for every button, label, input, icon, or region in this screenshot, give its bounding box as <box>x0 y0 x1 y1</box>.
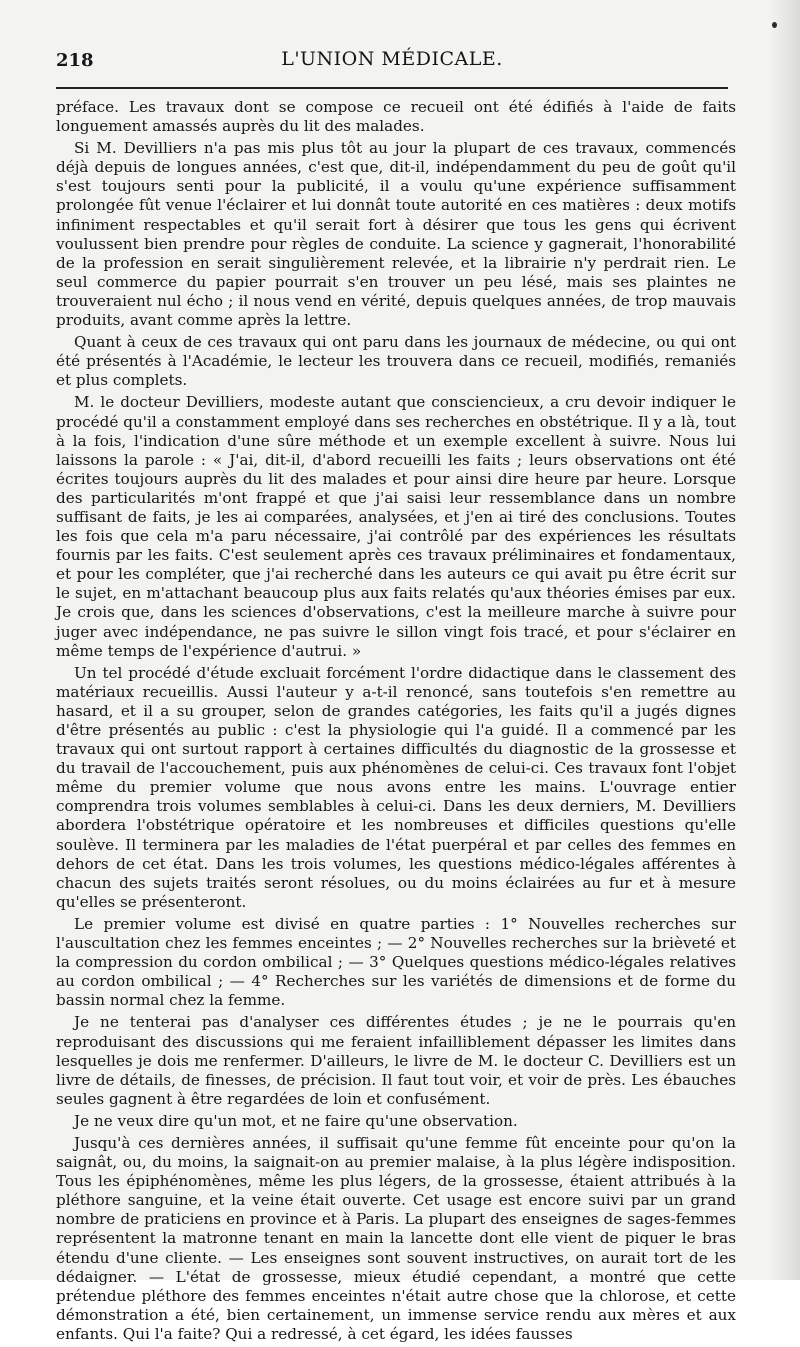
ink-speck <box>772 22 777 28</box>
paragraph: Si M. Devilliers n'a pas mis plus tôt au jour la plupart de ces travaux, commencés déjà depuis de longues années, c'est que, dit-il, indépendamment du peu de goût qu'il s'est toujours senti pour la publicité, il a voulu qu'une expérience suffisamment prolongée fût venue l'éclairer et lui donnât toute autorité en ces matières : deux motifs infiniment respectables et qu'il serait fort à désirer que tous les gens qui écrivent voulussent bien prendre pour règles de conduite. La science y gagnerait, l'honorabilité de la profession en serait singulièrement relevée, et la librairie n'y perdrait rien. Le seul commerce du papier pourrait s'en trouver un peu lésé, mais ses plaintes ne trouveraient nul écho ; il nous vend en vérité, depuis quelques années, de trop mauvais produits, avant comme après la lettre. <box>56 139 736 330</box>
page-number: 218 <box>56 50 94 71</box>
paragraph: Jusqu'à ces dernières années, il suffisait qu'une femme fût enceinte pour qu'on la saignât, ou, du moins, la saignait-on au premier malaise, à la plus légère indisposition. Tous les épiphénomènes, même les plus légers, de la grossesse, étaient attribués à la pléthore sanguine, et la veine était ouverte. Cet usage est encore suivi par un grand nombre de praticiens en province et à Paris. La plupart des enseignes de sages-femmes représentent la matronne tenant en main la lancette dont elle vient de piquer le bras étendu d'une cliente. — Les enseignes sont souvent instructives, on aurait tort de les dédaigner. — L'état de grossesse, mieux étudié cependant, a montré que cette prétendue pléthore des femmes enceintes n'était autre chose que la chlorose, et cette démonstration a été, bien certainement, un immense service rendu aux mères et aux enfants. Qui l'a faite? Qui a redressé, à cet égard, les idées fausses <box>56 1133 736 1343</box>
page-header <box>56 46 728 76</box>
running-title: L'UNION MÉDICALE. <box>281 48 503 70</box>
paragraph: M. le docteur Devilliers, modeste autant que consciencieux, a cru devoir indiquer le procédé qu'il a constamment employé dans ses recherches en obstétrique. Il y a là, tout à la fois, l'indication d'une sûre méthode et un exemple excellent à suivre. Nous lui laissons la parole : « J'ai, dit-il, d'abord recueilli les faits ; leurs observations ont été écrites toujours auprès du lit des malades et pour ainsi dire heure par heure. Lorsque des particularités m'ont frappé et que j'ai saisi leur ressemblance dans un nombre suffisant de faits, je les ai comparées, analysées, et j'en ai tiré des conclusions. Toutes les fois que cela m'a paru nécessaire, j'ai contrôlé par des expériences les résultats fournis par les faits. C'est seulement après ces travaux préliminaires et fondamentaux, et pour les compléter, que j'ai recherché dans les auteurs ce qui avait pu être écrit sur le sujet, en m'attachant beaucoup plus aux faits relatés qu'aux théories émises par eux. Je crois que, dans les sciences d'observations, c'est la meilleure marche à suivre pour juger avec indépendance, ne pas suivre le sillon vingt fois tracé, et pour s'éclairer en même temps de l'expérience d'autrui. » <box>56 393 736 660</box>
paragraph: préface. Les travaux dont se compose ce recueil ont été édifiés à l'aide de faits longuement amassés auprès du lit des malades. <box>56 98 736 136</box>
paragraph: Un tel procédé d'étude excluait forcément l'ordre didactique dans le classement des matériaux recueillis. Aussi l'auteur y a-t-il renoncé, sans toutefois s'en remettre au hasard, et il a su grouper, selon de grandes catégories, les faits qu'il a jugés dignes d'être présentés au public : c'est la physiologie qui l'a guidé. Il a commencé par les travaux qui ont surtout rapport à certaines difficultés du diagnostic de la grossesse et du travail de l'accouchement, puis aux phénomènes de celui-ci. Ces travaux font l'objet même du premier volume que nous avons entre les mains. L'ouvrage entier comprendra trois volumes semblables à celui-ci. Dans les deux derniers, M. Devilliers abordera l'obstétrique opératoire et les nombreuses et difficiles questions qu'elle soulève. Il terminera par les maladies de l'état puerpéral et par celles des femmes en dehors de cet état. Dans les trois volumes, les questions médico-légales afférentes à chacun des sujets traités seront résolues, ou du moins éclairées au fur et à mesure qu'elles se présenteront. <box>56 663 736 911</box>
paragraph: Le premier volume est divisé en quatre parties : 1° Nouvelles recherches sur l'auscultation chez les femmes enceintes ; — 2° Nouvelles recherches sur la brièveté et la compression du cordon ombilical ; — 3° Quelques questions médico-légales relatives au cordon ombilical ; — 4° Recherches sur les variétés de dimensions et de forme du bassin normal chez la femme. <box>56 914 736 1010</box>
paragraph: Je ne veux dire qu'un mot, et ne faire qu'une observation. <box>74 1111 518 1130</box>
page-edge-shadow <box>770 0 800 1280</box>
article-body <box>56 98 736 1347</box>
header-rule <box>56 87 728 89</box>
paragraph: Je ne tenterai pas d'analyser ces différentes études ; je ne le pourrais qu'en reproduisant des discussions qui me feraient infailliblement dépasser les limites dans lesquelles je dois me renfermer. D'ailleurs, le livre de M. le docteur C. Devilliers est un livre de détails, de finesses, de précision. Il faut tout voir, et voir de près. Les ébauches seules gagnent à être regardées de loin et confusément. <box>56 1013 736 1108</box>
paragraph: Quant à ceux de ces travaux qui ont paru dans les journaux de médecine, ou qui ont été présentés à l'Académie, le lecteur les trouvera dans ce recueil, modifiés, remaniés et plus complets. <box>56 333 736 390</box>
